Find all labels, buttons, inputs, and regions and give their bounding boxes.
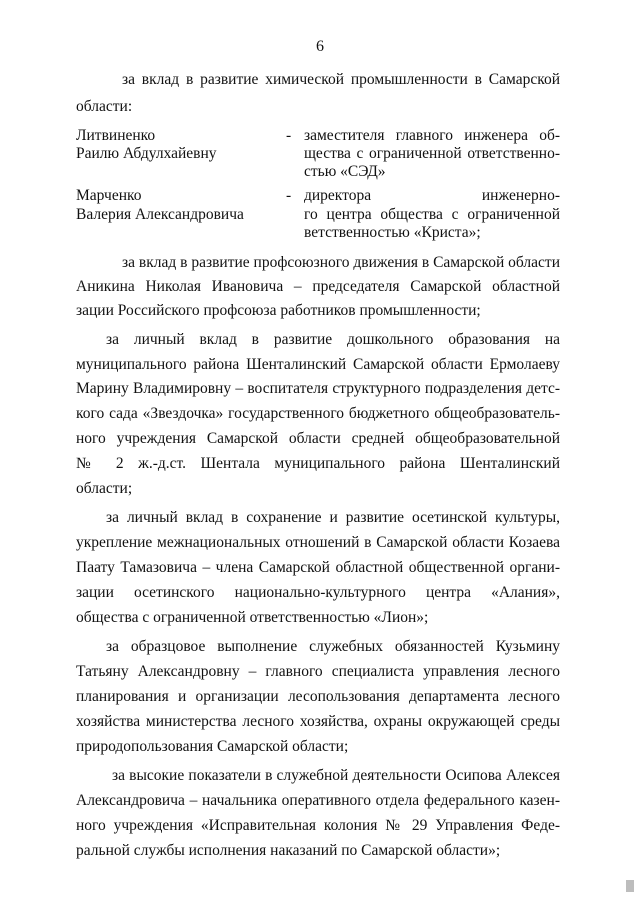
paragraph-line: Александровича – начальника оперативного отдела федерального казен- [76, 792, 560, 809]
scan-mark [626, 880, 634, 892]
paragraph-line: области; [76, 480, 133, 497]
person-position: ветственностью «Криста»; [304, 224, 481, 241]
paragraph-line: ного учреждения Самарской области средней общеобразовательной [76, 430, 560, 447]
person-name: Литвиненко [76, 127, 156, 144]
person-position: директора инженерно- [304, 187, 560, 204]
paragraph-line: зации Российского профсоюза работников промышленности; [76, 302, 481, 319]
paragraph-line: области: [76, 98, 133, 115]
paragraph-line: природопользования Самарской области; [76, 738, 349, 755]
paragraph-line: ральной службы исполнения наказаний по Самарской области»; [76, 842, 501, 859]
paragraph-line: планирования и организации лесопользования департамента лесного [76, 688, 560, 705]
paragraph-line: за личный вклад в сохранение и развитие осетинской культуры, [106, 509, 560, 526]
paragraph-line: кого сада «Звездочка» государственного бюджетного общеобразователь- [76, 405, 560, 422]
person-position: щества с ограниченной ответственно- [304, 145, 560, 162]
person-name: Валерия Александровича [76, 206, 244, 223]
paragraph-line: за личный вклад в развитие дошкольного образования на [106, 331, 560, 348]
person-position: заместителя главного инженера об- [304, 127, 560, 144]
paragraph-line: зации осетинского национально-культурного центра «Алания», [76, 584, 560, 601]
person-dash: - [286, 187, 292, 204]
paragraph-line: укрепление межнациональных отношений в Самарской области Козаева [76, 534, 560, 551]
paragraph-line: Паату Тамазовича – члена Самарской областной общественной органи- [76, 559, 560, 576]
paragraph-line: Аникина Николая Ивановича – председателя Самарской областной [76, 278, 560, 295]
paragraph-line: № 2 ж.-д.ст. Шентала муниципального района Шенталинский [76, 455, 560, 472]
paragraph-line: за образцовое выполнение служебных обязанностей Кузьмину [106, 638, 560, 655]
paragraph-line: Татьяну Александровну – главного специалиста управления лесного [76, 663, 560, 680]
person-position: стью «СЭД» [304, 163, 386, 180]
paragraph-line: хозяйства министерства лесного хозяйства, охраны окружающей среды [76, 713, 560, 730]
person-position: го центра общества с ограниченной [304, 206, 560, 223]
paragraph-line: за вклад в развитие химической промышленности в Самарской [122, 71, 560, 88]
person-name: Марченко [76, 187, 142, 204]
paragraph-line: за вклад в развитие профсоюзного движения в Самарской области [122, 254, 560, 271]
paragraph-line: муниципального района Шенталинский Самарской области Ермолаеву [76, 356, 560, 373]
page-number: 6 [316, 38, 324, 55]
paragraph-line: общества с ограниченной ответственностью «Лион»; [76, 609, 429, 626]
paragraph-line: за высокие показатели в служебной деятельности Осипова Алексея [112, 767, 560, 784]
paragraph-line: ного учреждения «Исправительная колония № 29 Управления Феде- [76, 817, 560, 834]
person-name: Раилю Абдулхайевну [76, 145, 217, 162]
person-dash: - [286, 127, 292, 144]
paragraph-line: Марину Владимировну – воспитателя структурного подразделения детс- [76, 380, 560, 397]
